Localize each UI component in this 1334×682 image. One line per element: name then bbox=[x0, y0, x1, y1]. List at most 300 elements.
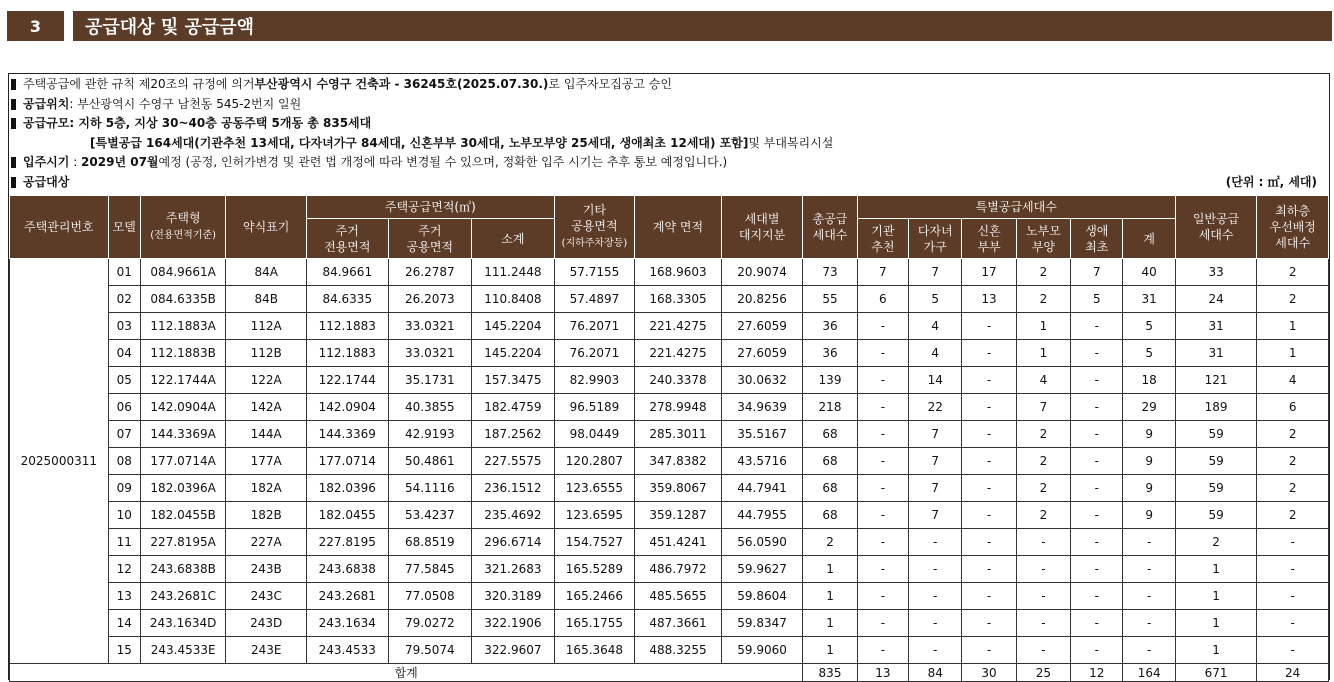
table-cell: - bbox=[857, 367, 908, 394]
table-cell: 243.4533E bbox=[140, 637, 226, 664]
table-row bbox=[10, 475, 1329, 502]
table-cell: - bbox=[962, 502, 1016, 529]
table-cell: 243D bbox=[226, 610, 307, 637]
table-cell: 30.0632 bbox=[721, 367, 803, 394]
supply-table bbox=[9, 195, 1329, 682]
table-row bbox=[10, 286, 1329, 313]
table-cell: - bbox=[962, 637, 1016, 664]
table-cell: 54.1116 bbox=[388, 475, 472, 502]
table-cell: 36 bbox=[803, 313, 857, 340]
table-cell: 59.8347 bbox=[721, 610, 803, 637]
table-cell: 43.5716 bbox=[721, 448, 803, 475]
target-note: 공급대상 (단위 : ㎡, 세대) bbox=[11, 173, 1321, 193]
table-cell: - bbox=[1123, 610, 1175, 637]
table-cell: 76.2071 bbox=[554, 340, 635, 367]
table-cell: 4 bbox=[909, 313, 962, 340]
table-cell: 20.8256 bbox=[721, 286, 803, 313]
table-cell: 182.0396 bbox=[307, 475, 389, 502]
table-cell: 27.6059 bbox=[721, 340, 803, 367]
table-cell: - bbox=[857, 637, 908, 664]
table-cell: - bbox=[909, 529, 962, 556]
header-total-supply: 총공급 세대수 bbox=[803, 196, 857, 259]
table-cell: 2 bbox=[1016, 259, 1070, 286]
table-cell: 35.5167 bbox=[721, 421, 803, 448]
total-cell: 164 bbox=[1123, 664, 1175, 682]
header-first-home: 생애 최초 bbox=[1071, 219, 1123, 259]
table-cell: 10 bbox=[108, 502, 140, 529]
table-cell: - bbox=[962, 583, 1016, 610]
table-cell: 278.9948 bbox=[635, 394, 722, 421]
table-cell: 09 bbox=[108, 475, 140, 502]
table-cell: 165.2466 bbox=[554, 583, 635, 610]
table-cell: 7 bbox=[1016, 394, 1070, 421]
table-cell: - bbox=[1071, 313, 1123, 340]
table-cell: 177A bbox=[226, 448, 307, 475]
approval-note: 주택공급에 관한 규칙 제20조의 규정에 의거 부산광역시 수영구 건축과 - 36245호(2025.07.30.) 로 입주자모집공고 승인 bbox=[11, 75, 1321, 95]
table-cell: 1 bbox=[1257, 313, 1329, 340]
table-cell: 76.2071 bbox=[554, 313, 635, 340]
table-row bbox=[10, 529, 1329, 556]
table-cell: - bbox=[1071, 556, 1123, 583]
table-cell: 7 bbox=[909, 421, 962, 448]
table-cell: 112B bbox=[226, 340, 307, 367]
table-cell: 96.5189 bbox=[554, 394, 635, 421]
table-cell: 227.5575 bbox=[472, 448, 555, 475]
table-cell: 4 bbox=[909, 340, 962, 367]
table-cell: - bbox=[1071, 610, 1123, 637]
table-cell: 488.3255 bbox=[635, 637, 722, 664]
table-cell: 27.6059 bbox=[721, 313, 803, 340]
table-cell: - bbox=[1257, 637, 1329, 664]
table-cell: 59 bbox=[1175, 502, 1257, 529]
table-cell: 57.4897 bbox=[554, 286, 635, 313]
table-cell: - bbox=[1016, 583, 1070, 610]
table-cell: 2 bbox=[1257, 259, 1329, 286]
table-cell: - bbox=[857, 556, 908, 583]
table-cell: - bbox=[962, 367, 1016, 394]
table-cell: 77.5845 bbox=[388, 556, 472, 583]
table-cell: 487.3661 bbox=[635, 610, 722, 637]
table-cell: 68 bbox=[803, 421, 857, 448]
header-mgmt-no: 주택관리번호 bbox=[10, 196, 109, 259]
table-cell: - bbox=[857, 394, 908, 421]
table-cell: 187.2562 bbox=[472, 421, 555, 448]
table-row bbox=[10, 394, 1329, 421]
table-cell: 7 bbox=[909, 502, 962, 529]
table-cell: - bbox=[909, 583, 962, 610]
table-cell: - bbox=[857, 583, 908, 610]
table-cell: 182.0455 bbox=[307, 502, 389, 529]
table-cell: 59.9627 bbox=[721, 556, 803, 583]
table-cell: 165.1755 bbox=[554, 610, 635, 637]
table-cell: 296.6714 bbox=[472, 529, 555, 556]
table-cell: 2 bbox=[1257, 286, 1329, 313]
table-cell: 68.8519 bbox=[388, 529, 472, 556]
table-cell: 243.4533 bbox=[307, 637, 389, 664]
table-cell: 7 bbox=[909, 475, 962, 502]
table-cell: 15 bbox=[108, 637, 140, 664]
table-cell: - bbox=[1071, 421, 1123, 448]
header-abbr: 약식표기 bbox=[226, 196, 307, 259]
bullet-marker bbox=[11, 79, 16, 90]
table-body bbox=[10, 259, 1329, 682]
table-cell: 168.9603 bbox=[635, 259, 722, 286]
table-cell: 1 bbox=[803, 610, 857, 637]
table-cell: 1 bbox=[803, 637, 857, 664]
table-cell: 18 bbox=[1123, 367, 1175, 394]
table-cell: 122.1744A bbox=[140, 367, 226, 394]
header-general-supply: 일반공급 세대수 bbox=[1175, 196, 1257, 259]
table-cell: 84.6335 bbox=[307, 286, 389, 313]
header-multi-child: 다자녀 가구 bbox=[909, 219, 962, 259]
table-cell: 2 bbox=[1016, 286, 1070, 313]
table-cell: - bbox=[1071, 448, 1123, 475]
table-cell: 03 bbox=[108, 313, 140, 340]
table-cell: 236.1512 bbox=[472, 475, 555, 502]
table-cell: 6 bbox=[1257, 394, 1329, 421]
table-cell: 240.3378 bbox=[635, 367, 722, 394]
table-cell: 06 bbox=[108, 394, 140, 421]
table-cell: 227.8195 bbox=[307, 529, 389, 556]
header-exclusive-area: 주거 전용면적 bbox=[307, 219, 389, 259]
table-cell: 44.7955 bbox=[721, 502, 803, 529]
table-cell: 165.5289 bbox=[554, 556, 635, 583]
total-cell: 30 bbox=[962, 664, 1016, 682]
table-cell: 182.4759 bbox=[472, 394, 555, 421]
table-cell: 29 bbox=[1123, 394, 1175, 421]
table-cell: - bbox=[909, 556, 962, 583]
table-cell: 9 bbox=[1123, 475, 1175, 502]
table-cell: 73 bbox=[803, 259, 857, 286]
table-row bbox=[10, 367, 1329, 394]
header-elderly-parent: 노부모 부양 bbox=[1016, 219, 1070, 259]
table-cell: 44.7941 bbox=[721, 475, 803, 502]
table-cell: 26.2787 bbox=[388, 259, 472, 286]
table-cell: 33 bbox=[1175, 259, 1257, 286]
table-cell: 34.9639 bbox=[721, 394, 803, 421]
unit-label: (단위 : ㎡, 세대) bbox=[1225, 174, 1317, 189]
table-row bbox=[10, 313, 1329, 340]
table-cell: 59.8604 bbox=[721, 583, 803, 610]
table-cell: - bbox=[909, 610, 962, 637]
table-cell: 1 bbox=[1016, 313, 1070, 340]
table-cell: 486.7972 bbox=[635, 556, 722, 583]
table-cell: - bbox=[962, 313, 1016, 340]
bullet-marker bbox=[11, 177, 16, 188]
table-cell: 320.3189 bbox=[472, 583, 555, 610]
table-cell: 1 bbox=[1175, 610, 1257, 637]
table-cell: 7 bbox=[857, 259, 908, 286]
total-cell: 84 bbox=[909, 664, 962, 682]
table-cell: 13 bbox=[108, 583, 140, 610]
table-cell: 98.0449 bbox=[554, 421, 635, 448]
table-cell: 145.2204 bbox=[472, 313, 555, 340]
table-cell: 20.9074 bbox=[721, 259, 803, 286]
table-cell: 189 bbox=[1175, 394, 1257, 421]
table-cell: 243.1634 bbox=[307, 610, 389, 637]
table-cell: 77.0508 bbox=[388, 583, 472, 610]
table-cell: 9 bbox=[1123, 502, 1175, 529]
table-cell: - bbox=[857, 421, 908, 448]
table-cell: 26.2073 bbox=[388, 286, 472, 313]
table-cell: - bbox=[1071, 367, 1123, 394]
table-cell: 111.2448 bbox=[472, 259, 555, 286]
table-cell: 5 bbox=[1071, 286, 1123, 313]
table-cell: - bbox=[1016, 610, 1070, 637]
table-cell: 6 bbox=[857, 286, 908, 313]
table-cell: - bbox=[1016, 637, 1070, 664]
table-row bbox=[10, 637, 1329, 664]
table-cell: 123.6595 bbox=[554, 502, 635, 529]
table-cell: 243.6838B bbox=[140, 556, 226, 583]
table-cell: - bbox=[1071, 340, 1123, 367]
table-cell: 17 bbox=[962, 259, 1016, 286]
table-cell: 84.9661 bbox=[307, 259, 389, 286]
table-cell: 243.2681 bbox=[307, 583, 389, 610]
table-cell: 321.2683 bbox=[472, 556, 555, 583]
table-cell: 145.2204 bbox=[472, 340, 555, 367]
table-cell: 227A bbox=[226, 529, 307, 556]
table-cell: 182B bbox=[226, 502, 307, 529]
table-cell: 221.4275 bbox=[635, 340, 722, 367]
total-cell: 12 bbox=[1071, 664, 1123, 682]
table-cell: 1 bbox=[1175, 583, 1257, 610]
table-cell: 36 bbox=[803, 340, 857, 367]
table-cell: 243.2681C bbox=[140, 583, 226, 610]
table-cell: 142.0904A bbox=[140, 394, 226, 421]
table-cell: 243.1634D bbox=[140, 610, 226, 637]
table-cell: - bbox=[962, 394, 1016, 421]
table-cell: 84A bbox=[226, 259, 307, 286]
table-row bbox=[10, 502, 1329, 529]
header-institution: 기관 추천 bbox=[857, 219, 908, 259]
table-cell: 1 bbox=[1175, 637, 1257, 664]
table-cell: - bbox=[1071, 637, 1123, 664]
table-cell: 1 bbox=[1016, 340, 1070, 367]
table-cell: - bbox=[962, 529, 1016, 556]
section-number: 3 bbox=[7, 11, 64, 41]
table-cell: 121 bbox=[1175, 367, 1257, 394]
table-cell: 5 bbox=[1123, 340, 1175, 367]
table-cell: 53.4237 bbox=[388, 502, 472, 529]
table-cell: 82.9903 bbox=[554, 367, 635, 394]
bullet-marker bbox=[11, 157, 16, 168]
table-cell: - bbox=[962, 610, 1016, 637]
table-cell: 11 bbox=[108, 529, 140, 556]
table-cell: 182.0455B bbox=[140, 502, 226, 529]
table-cell: - bbox=[857, 502, 908, 529]
table-cell: 110.8408 bbox=[472, 286, 555, 313]
table-cell: - bbox=[1071, 475, 1123, 502]
table-cell: - bbox=[1257, 529, 1329, 556]
table-cell: 2 bbox=[1257, 475, 1329, 502]
table-cell: 5 bbox=[1123, 313, 1175, 340]
table-cell: 04 bbox=[108, 340, 140, 367]
table-cell: - bbox=[1123, 556, 1175, 583]
table-cell: 112.1883 bbox=[307, 313, 389, 340]
table-cell: 35.1731 bbox=[388, 367, 472, 394]
table-cell: 485.5655 bbox=[635, 583, 722, 610]
table-cell: 177.0714A bbox=[140, 448, 226, 475]
table-cell: 347.8382 bbox=[635, 448, 722, 475]
table-cell: 55 bbox=[803, 286, 857, 313]
table-cell: 285.3011 bbox=[635, 421, 722, 448]
table-cell: 12 bbox=[108, 556, 140, 583]
table-cell: 165.3648 bbox=[554, 637, 635, 664]
table-cell: 42.9193 bbox=[388, 421, 472, 448]
table-cell: 13 bbox=[962, 286, 1016, 313]
table-cell: - bbox=[857, 313, 908, 340]
scale-note-detail: [특별공급 164세대(기관추천 13세대, 다자녀가구 84세대, 신혼부부 30세대, 노부모부양 25세대, 생애최초 12세대) 포함] 및 부대복리시설 bbox=[90, 135, 834, 150]
table-cell: - bbox=[1257, 610, 1329, 637]
total-cell: 13 bbox=[857, 664, 908, 682]
header-special-supply: 특별공급세대수 bbox=[857, 196, 1175, 219]
table-cell: 120.2807 bbox=[554, 448, 635, 475]
table-cell: 4 bbox=[1257, 367, 1329, 394]
table-cell: 2 bbox=[1175, 529, 1257, 556]
table-cell: 40.3855 bbox=[388, 394, 472, 421]
table-cell: 243B bbox=[226, 556, 307, 583]
table-cell: - bbox=[1071, 502, 1123, 529]
table-cell: - bbox=[962, 340, 1016, 367]
table-cell: - bbox=[1016, 529, 1070, 556]
table-cell: 7 bbox=[1071, 259, 1123, 286]
table-cell: 144A bbox=[226, 421, 307, 448]
table-cell: 24 bbox=[1175, 286, 1257, 313]
table-cell: 235.4692 bbox=[472, 502, 555, 529]
table-row bbox=[10, 610, 1329, 637]
table-cell: 1 bbox=[1257, 340, 1329, 367]
table-cell: 33.0321 bbox=[388, 313, 472, 340]
table-cell: 33.0321 bbox=[388, 340, 472, 367]
table-cell: 2 bbox=[1016, 475, 1070, 502]
table-cell: 7 bbox=[909, 448, 962, 475]
table-row bbox=[10, 583, 1329, 610]
table-cell: 359.1287 bbox=[635, 502, 722, 529]
table-cell: 22 bbox=[909, 394, 962, 421]
table-cell: 68 bbox=[803, 475, 857, 502]
table-cell: 227.8195A bbox=[140, 529, 226, 556]
bullet-marker bbox=[11, 99, 16, 110]
table-cell: 112.1883A bbox=[140, 313, 226, 340]
table-cell: - bbox=[857, 340, 908, 367]
table-cell: 123.6555 bbox=[554, 475, 635, 502]
table-cell: 112.1883B bbox=[140, 340, 226, 367]
table-cell: 59.9060 bbox=[721, 637, 803, 664]
table-cell: 157.3475 bbox=[472, 367, 555, 394]
table-cell: 05 bbox=[108, 367, 140, 394]
move-in-note: 입주시기 : 2029년 07월 예정 (공정, 인허가변경 및 관련 법 개정에 따라 변경될 수 있으며, 정확한 입주 시기는 추후 통보 예정입니다.) bbox=[11, 153, 1321, 173]
table-cell: 322.9607 bbox=[472, 637, 555, 664]
header-type: 주택형 (전용면적기준) bbox=[140, 196, 226, 259]
table-cell: 2 bbox=[803, 529, 857, 556]
table-cell: 2 bbox=[1016, 502, 1070, 529]
total-row bbox=[10, 664, 1329, 682]
header-other-common: 기타 공용면적 (지하주차장등) bbox=[554, 196, 635, 259]
table-cell: 68 bbox=[803, 502, 857, 529]
table-row bbox=[10, 340, 1329, 367]
table-cell: - bbox=[962, 421, 1016, 448]
table-cell: 112.1883 bbox=[307, 340, 389, 367]
header-special-sum: 계 bbox=[1123, 219, 1175, 259]
header-subtotal: 소계 bbox=[472, 219, 555, 259]
header-contract-area: 계약 면적 bbox=[635, 196, 722, 259]
table-cell: 112A bbox=[226, 313, 307, 340]
table-cell: - bbox=[1123, 637, 1175, 664]
table-cell: 243C bbox=[226, 583, 307, 610]
table-cell: - bbox=[1071, 529, 1123, 556]
header-model: 모델 bbox=[108, 196, 140, 259]
table-row bbox=[10, 421, 1329, 448]
table-cell: 08 bbox=[108, 448, 140, 475]
table-cell: 31 bbox=[1175, 313, 1257, 340]
table-cell: 07 bbox=[108, 421, 140, 448]
table-cell: 1 bbox=[1175, 556, 1257, 583]
table-cell: - bbox=[857, 529, 908, 556]
mgmt-no-cell: 2025000311 bbox=[10, 259, 109, 664]
total-cell: 671 bbox=[1175, 664, 1257, 682]
table-cell: 359.8067 bbox=[635, 475, 722, 502]
table-cell: 451.4241 bbox=[635, 529, 722, 556]
table-cell: 243.6838 bbox=[307, 556, 389, 583]
scale-note: 공급규모 : 지하 5층, 지상 30~40층 공동주택 5개동 총 835세대 bbox=[11, 114, 1321, 134]
table-row bbox=[10, 448, 1329, 475]
table-cell: 56.0590 bbox=[721, 529, 803, 556]
table-cell: 9 bbox=[1123, 421, 1175, 448]
table-cell: 168.3305 bbox=[635, 286, 722, 313]
table-cell: - bbox=[909, 637, 962, 664]
table-row bbox=[10, 556, 1329, 583]
table-cell: 144.3369 bbox=[307, 421, 389, 448]
table-cell: 31 bbox=[1123, 286, 1175, 313]
table-cell: 1 bbox=[803, 583, 857, 610]
header-land-share: 세대별 대지지분 bbox=[721, 196, 803, 259]
table-cell: 084.6335B bbox=[140, 286, 226, 313]
header-supply-area: 주택공급면적(㎡) bbox=[307, 196, 555, 219]
table-cell: - bbox=[857, 448, 908, 475]
table-cell: 142A bbox=[226, 394, 307, 421]
table-cell: - bbox=[1071, 394, 1123, 421]
table-cell: 182.0396A bbox=[140, 475, 226, 502]
table-cell: 2 bbox=[1257, 421, 1329, 448]
table-cell: 243E bbox=[226, 637, 307, 664]
total-cell: 24 bbox=[1257, 664, 1329, 682]
table-cell: 122A bbox=[226, 367, 307, 394]
table-cell: 68 bbox=[803, 448, 857, 475]
header-common-area: 주거 공용면적 bbox=[388, 219, 472, 259]
table-cell: - bbox=[962, 448, 1016, 475]
table-cell: 7 bbox=[909, 259, 962, 286]
table-cell: 59 bbox=[1175, 448, 1257, 475]
table-cell: 122.1744 bbox=[307, 367, 389, 394]
table-cell: 57.7155 bbox=[554, 259, 635, 286]
table-cell: 139 bbox=[803, 367, 857, 394]
table-cell: 40 bbox=[1123, 259, 1175, 286]
table-cell: - bbox=[1257, 583, 1329, 610]
table-cell: 4 bbox=[1016, 367, 1070, 394]
table-cell: 221.4275 bbox=[635, 313, 722, 340]
table-cell: 182A bbox=[226, 475, 307, 502]
table-cell: 50.4861 bbox=[388, 448, 472, 475]
table-cell: 14 bbox=[108, 610, 140, 637]
table-cell: - bbox=[962, 556, 1016, 583]
table-cell: 2 bbox=[1257, 502, 1329, 529]
table-cell: - bbox=[1016, 556, 1070, 583]
table-cell: 322.1906 bbox=[472, 610, 555, 637]
total-label: 합계 bbox=[10, 664, 803, 682]
table-cell: - bbox=[1123, 529, 1175, 556]
table-cell: 144.3369A bbox=[140, 421, 226, 448]
